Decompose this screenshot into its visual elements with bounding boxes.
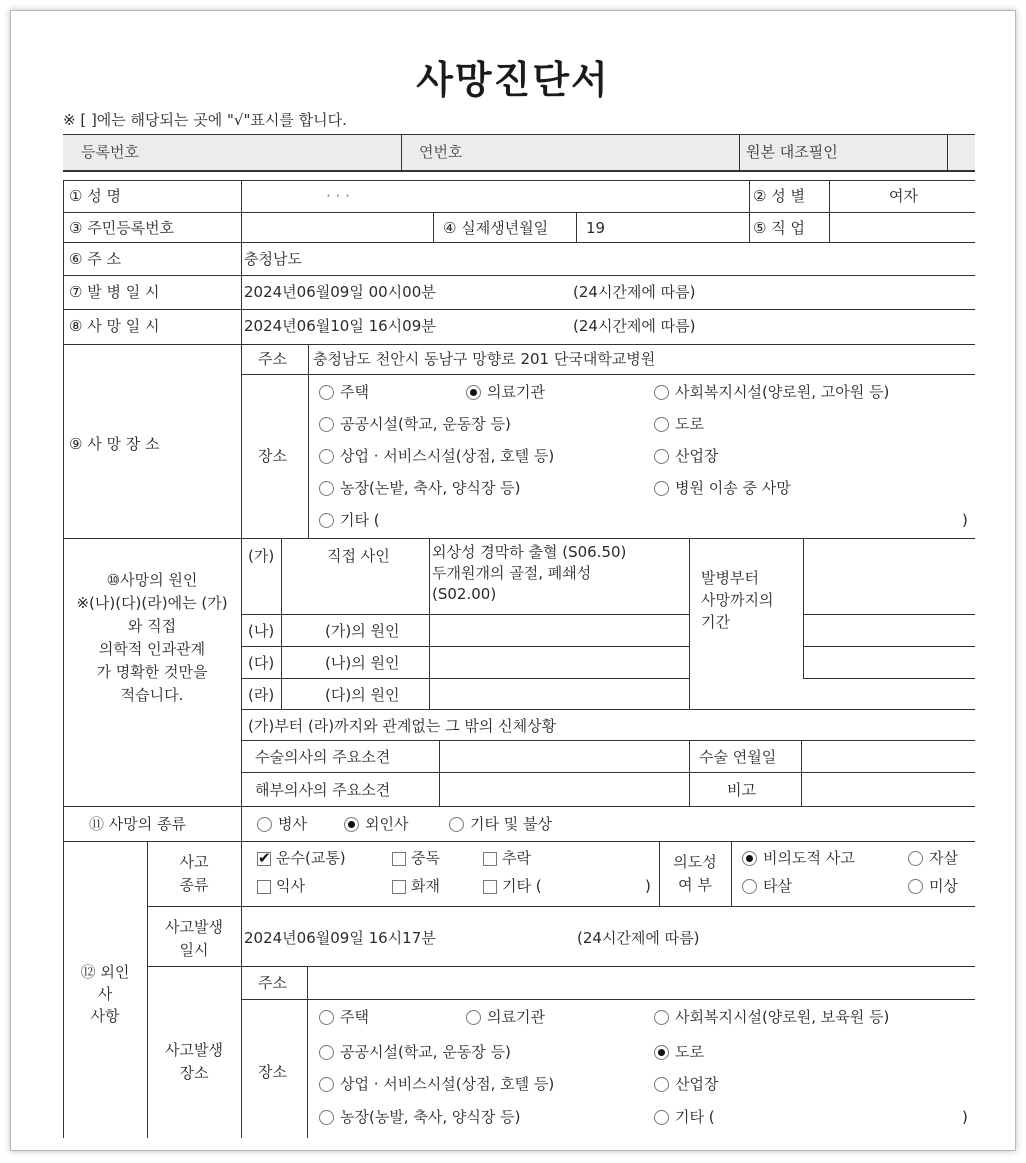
death-place-type-label: 장소 bbox=[258, 447, 287, 465]
accident-place-label-line1: 사고발생 bbox=[165, 1041, 223, 1059]
cause-da-label: (나)의 원인 bbox=[325, 654, 400, 672]
instruction-note: ※ [ ]에는 해당되는 곳에 "√"표시를 합니다. bbox=[63, 111, 347, 129]
radio-icon bbox=[908, 851, 923, 866]
place-option-home[interactable]: 주택 bbox=[319, 383, 369, 401]
external-label-line3: 사항 bbox=[90, 1007, 120, 1025]
birth-date-value: 19 bbox=[586, 219, 606, 237]
autopsy-findings-label: 해부의사의 주요소견 bbox=[255, 781, 391, 799]
external-label-line1: ⑫ 외인 bbox=[80, 963, 130, 981]
checkbox-icon bbox=[257, 880, 271, 894]
document-title: 사망진단서 bbox=[416, 58, 610, 102]
registration-number-label: 등록번호 bbox=[81, 143, 139, 161]
accident-other-close: ) bbox=[645, 877, 651, 895]
accident-time-note: (24시간제에 따름) bbox=[577, 929, 700, 947]
surgery-date-label: 수술 연월일 bbox=[699, 748, 777, 766]
accident-type-label-line1: 사고 bbox=[179, 853, 209, 871]
checkbox-icon bbox=[392, 880, 406, 894]
radio-icon bbox=[654, 481, 669, 496]
accident-poison[interactable]: 중독 bbox=[392, 849, 440, 867]
place-option-welfare[interactable]: 사회복지시설(양로원, 고아원 등) bbox=[654, 383, 889, 401]
cause-na-label: (가)의 원인 bbox=[325, 622, 400, 640]
onset-label: ⑦ 발 병 일 시 bbox=[69, 283, 160, 301]
place-option-other-close: ) bbox=[962, 511, 968, 529]
cause-direct-label: 직접 사인 bbox=[327, 547, 390, 565]
accident-place-commerce[interactable]: 상업 · 서비스시설(상점, 호텔 등) bbox=[319, 1075, 554, 1093]
cause-na-marker: (나) bbox=[248, 622, 275, 640]
intent-suicide[interactable]: 자살 bbox=[908, 849, 958, 867]
onset-value: 2024년06월09일 00시00분 bbox=[244, 283, 436, 301]
place-option-public[interactable]: 공공시설(학교, 운동장 등) bbox=[319, 415, 511, 433]
radio-icon bbox=[257, 817, 272, 832]
intent-unintended[interactable]: 비의도적 사고 bbox=[742, 849, 855, 867]
death-time-label: ⑧ 사 망 일 시 bbox=[69, 317, 160, 335]
cause-label-line3: 와 직접 bbox=[127, 617, 177, 635]
accident-place-public[interactable]: 공공시설(학교, 운동장 등) bbox=[319, 1043, 511, 1061]
header-band bbox=[63, 134, 975, 170]
accident-other[interactable]: 기타 ( bbox=[483, 877, 542, 895]
name-value: · · · bbox=[326, 187, 350, 205]
radio-icon bbox=[654, 449, 669, 464]
accident-place-home[interactable]: 주택 bbox=[319, 1008, 369, 1026]
cause-ra-label: (다)의 원인 bbox=[325, 686, 400, 704]
job-label: ⑤ 직 업 bbox=[753, 219, 805, 237]
radio-selected-icon bbox=[344, 817, 359, 832]
checkbox-checked-icon bbox=[257, 852, 271, 866]
place-option-transfer[interactable]: 병원 이송 중 사망 bbox=[654, 479, 791, 497]
accident-place-other-close: ) bbox=[962, 1108, 968, 1126]
accident-time-label-line2: 일시 bbox=[179, 941, 209, 959]
cause-direct-value-line1: 외상성 경막하 출혈 (S06.50) bbox=[432, 543, 627, 561]
radio-icon bbox=[654, 1077, 669, 1092]
cause-direct-value-line3: (S02.00) bbox=[432, 585, 497, 603]
duration-label-line2: 사망까지의 bbox=[701, 591, 774, 609]
cause-ra-marker: (라) bbox=[248, 686, 275, 704]
death-type-other[interactable]: 기타 및 불상 bbox=[449, 815, 552, 833]
accident-time-label-line1: 사고발생 bbox=[165, 918, 223, 936]
death-type-label: ⑪ 사망의 종류 bbox=[89, 815, 186, 833]
accident-type-label-line2: 종류 bbox=[179, 876, 209, 894]
place-option-farm[interactable]: 농장(논밭, 축사, 양식장 등) bbox=[319, 479, 520, 497]
radio-icon bbox=[319, 1077, 334, 1092]
remarks-label: 비고 bbox=[727, 781, 756, 799]
sex-label: ② 성 별 bbox=[753, 187, 805, 205]
rrn-label: ③ 주민등록번호 bbox=[69, 219, 175, 237]
cause-label-line5: 가 명확한 것만을 bbox=[96, 663, 208, 681]
place-option-commerce[interactable]: 상업 · 서비스시설(상점, 호텔 등) bbox=[319, 447, 554, 465]
surgeon-findings-label: 수술의사의 주요소견 bbox=[255, 748, 391, 766]
accident-place-road[interactable]: 도로 bbox=[654, 1043, 704, 1061]
death-place-label: ⑨ 사 망 장 소 bbox=[69, 435, 160, 453]
radio-icon bbox=[742, 879, 757, 894]
accident-place-type-label: 장소 bbox=[258, 1063, 287, 1081]
name-label: ① 성 명 bbox=[69, 187, 121, 205]
checkbox-icon bbox=[483, 852, 497, 866]
death-type-disease[interactable]: 병사 bbox=[257, 815, 307, 833]
death-place-address-value: 충청남도 천안시 동남구 망향로 201 단국대학교병원 bbox=[313, 350, 656, 368]
radio-icon bbox=[654, 1010, 669, 1025]
radio-icon bbox=[319, 481, 334, 496]
radio-selected-icon bbox=[654, 1045, 669, 1060]
birth-date-label: ④ 실제생년월일 bbox=[443, 219, 549, 237]
radio-selected-icon bbox=[742, 851, 757, 866]
accident-drown[interactable]: 익사 bbox=[257, 877, 305, 895]
death-time-note: (24시간제에 따름) bbox=[573, 317, 696, 335]
intent-label-line1: 의도성 bbox=[673, 853, 717, 871]
radio-icon bbox=[319, 449, 334, 464]
radio-icon bbox=[319, 1010, 334, 1025]
cause-label-line1: ⑩사망의 원인 bbox=[106, 571, 198, 589]
duration-label-line1: 발병부터 bbox=[701, 569, 759, 587]
place-option-road[interactable]: 도로 bbox=[654, 415, 704, 433]
death-time-value: 2024년06월10일 16시09분 bbox=[244, 317, 436, 335]
intent-unknown[interactable]: 미상 bbox=[908, 877, 958, 895]
cause-da-marker: (다) bbox=[248, 654, 275, 672]
place-option-other[interactable]: 기타 ( bbox=[319, 511, 380, 529]
radio-icon bbox=[319, 417, 334, 432]
death-certificate-page bbox=[10, 10, 1016, 1151]
external-label-line2: 사 bbox=[97, 985, 113, 1003]
place-option-medical[interactable]: 의료기관 bbox=[466, 383, 545, 401]
radio-selected-icon bbox=[466, 385, 481, 400]
radio-icon bbox=[449, 817, 464, 832]
accident-address-label: 주소 bbox=[258, 974, 287, 992]
radio-icon bbox=[654, 1110, 669, 1125]
accident-place-farm[interactable]: 농장(농발, 축사, 양식장 등) bbox=[319, 1108, 520, 1126]
death-place-address-label: 주소 bbox=[258, 350, 287, 368]
address-label: ⑥ 주 소 bbox=[69, 250, 121, 268]
intent-homicide[interactable]: 타살 bbox=[742, 877, 792, 895]
accident-time-value: 2024년06월09일 16시17분 bbox=[244, 929, 436, 947]
duration-label-line3: 기간 bbox=[701, 613, 730, 631]
checkbox-icon bbox=[392, 852, 406, 866]
cause-direct-value-line2: 두개원개의 골절, 폐쇄성 bbox=[432, 564, 592, 582]
radio-icon bbox=[466, 1010, 481, 1025]
accident-fire[interactable]: 화재 bbox=[392, 877, 440, 895]
original-seal-label: 원본 대조필인 bbox=[746, 143, 838, 161]
accident-fall[interactable]: 추락 bbox=[483, 849, 531, 867]
radio-icon bbox=[319, 1110, 334, 1125]
death-type-external[interactable]: 외인사 bbox=[344, 815, 408, 833]
radio-icon bbox=[319, 385, 334, 400]
radio-icon bbox=[654, 417, 669, 432]
serial-number-label: 연번호 bbox=[419, 143, 463, 161]
address-value: 충청남도 bbox=[244, 250, 302, 268]
sex-value: 여자 bbox=[889, 187, 918, 205]
accident-place-medical[interactable]: 의료기관 bbox=[466, 1008, 545, 1026]
onset-note: (24시간제에 따름) bbox=[573, 283, 696, 301]
other-condition-label: (가)부터 (라)까지와 관계없는 그 밖의 신체상황 bbox=[248, 717, 557, 735]
cause-label-line6: 적습니다. bbox=[120, 686, 184, 704]
accident-place-other[interactable]: 기타 ( bbox=[654, 1108, 715, 1126]
checkbox-icon bbox=[483, 880, 497, 894]
accident-place-industrial[interactable]: 산업장 bbox=[654, 1075, 718, 1093]
accident-transport[interactable]: ✔운수(교통) bbox=[257, 849, 346, 867]
cause-label-line4: 의학적 인과관계 bbox=[98, 640, 206, 658]
place-option-industrial[interactable]: 산업장 bbox=[654, 447, 718, 465]
cause-ga-marker: (가) bbox=[248, 547, 275, 565]
radio-icon bbox=[319, 1045, 334, 1060]
radio-icon bbox=[908, 879, 923, 894]
radio-icon bbox=[654, 385, 669, 400]
accident-place-welfare[interactable]: 사회복지시설(양로원, 보육원 등) bbox=[654, 1008, 889, 1026]
intent-label-line2: 여 부 bbox=[678, 876, 712, 894]
cause-label-line2: ※(나)(다)(라)에는 (가) bbox=[76, 594, 228, 612]
accident-place-label-line2: 장소 bbox=[179, 1064, 209, 1082]
radio-icon bbox=[319, 513, 334, 528]
